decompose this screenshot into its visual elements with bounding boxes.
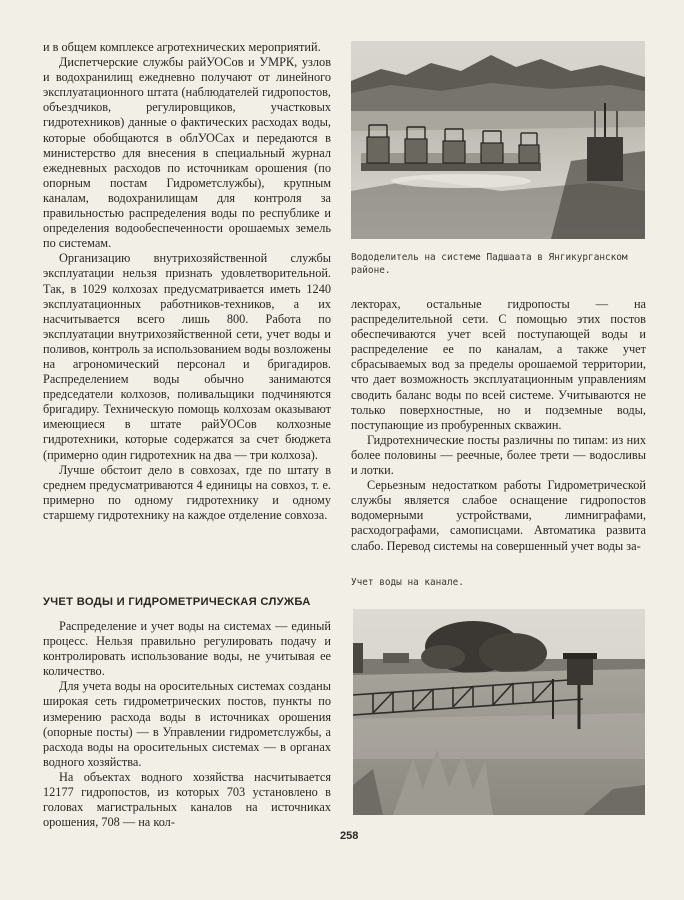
water-distributor-illustration: [351, 41, 645, 239]
paragraph: Для учета воды на оросительных системах созданы широкая сеть гидрометрических постов, пункты по измерению расхода воды в источниках орошения (опорные посты) — в Управлении гидрометслужбы, а расхода воды на оросительных системах — в органах водного хозяйства.: [43, 679, 331, 769]
right-column: [351, 297, 646, 554]
paragraph: Лучше обстоит дело в совхозах, где по штату в среднем предусматриваются 4 единицы на совхоз, т. е. примерно по одному гидротехнику и одному старшему гидротехнику на каждое отделение совхоза.: [43, 462, 331, 522]
photo-caption-bottom: Учет воды на канале.: [351, 577, 464, 588]
left-column-bottom: [43, 619, 331, 830]
paragraph: Гидротехнические посты различны по типам: из них более половины — реечные, более трети — водосливы и лотки.: [351, 432, 646, 478]
paragraph: и в общем комплексе агротехнических мероприятий.: [43, 40, 321, 54]
photo-caption-top: Вододелитель на системе Падшаата в Янгикурганском районе.: [351, 252, 628, 276]
canal-water-metering-photo: [353, 609, 645, 815]
paragraph: Диспетчерские службы райУОСов и УМРК, узлов и водохранилищ ежедневно получают от линейного эксплуатационного штата (наблюдателей гидропостов, объездчиков, регулировщиков, участковых гидротехников) данные о фактических расходах воды, которые обобщаются в облУОСах и передаются в министерство для внесения в специальный журнал ежедневных расходов по источникам орошения (по опорным постам Гидрометслужбы), крупным каналам, водохранилищам для контроля за правильностью распределения воды по республике и определения водообеспеченности орошаемых земель по системам.: [43, 55, 331, 251]
paragraph: лекторах, остальные гидропосты — на распределительной сети. С помощью этих постов обеспечиваются учет всей поступающей воды и распределение ее по каналам, а также учет сбрасываемых вод за пределы орошаемой территории, что дает возможность эксплуатационным управлениям сводить баланс воды по всей системе. Учитываются не только поверхностные, но и подземные воды, поступающие из пробуренных скважин.: [351, 297, 646, 432]
canal-metering-illustration: [353, 609, 645, 815]
paragraph: Распределение и учет воды на системах — единый процесс. Нельзя правильно регулировать подачу и контролировать использование воды, не учитывая ее количество.: [43, 619, 331, 679]
paragraph: Серьезным недостатком работы Гидрометрической службы является слабое оснащение гидропостов водомерными устройствами, лимниграфами, расходографами, самописцами. Автоматика развита слабо. Перевод системы на совершенный учет воды за-: [351, 478, 646, 553]
page-number: 258: [340, 830, 359, 842]
paragraph: Организацию внутрихозяйственной службы эксплуатации нельзя признать удовлетворительной. Так, в 1029 колхозах предусматривается иметь 1240 эксплуатационных работников-техников, а их насчитывается всего лишь 800. Работа по эксплуатации внутрихозяйственной сети, учет воды и поливов, контроль за использованием воды возложены на агрономический персонал и бригадиров. Распределением воды обычно занимаются председатели колхозов, поливальщики подчиняются бригадиру. Техническую помощь колхозам оказывают имеющиеся в штате райУОСов колхозные гидротехники, которые содержатся за счет бюджета (примерно один гидротехник на два — три колхоза).: [43, 251, 331, 462]
section-heading: УЧЕТ ВОДЫ И ГИДРОМЕТРИЧЕСКАЯ СЛУЖБА: [43, 596, 311, 608]
left-column-top: [43, 40, 331, 523]
paragraph: На объектах водного хозяйства насчитывается 12177 гидропостов, из которых 703 установлено в головах магистральных каналов на источниках орошения, 708 — на кол-: [43, 769, 331, 830]
water-distributor-photo: [351, 41, 645, 239]
